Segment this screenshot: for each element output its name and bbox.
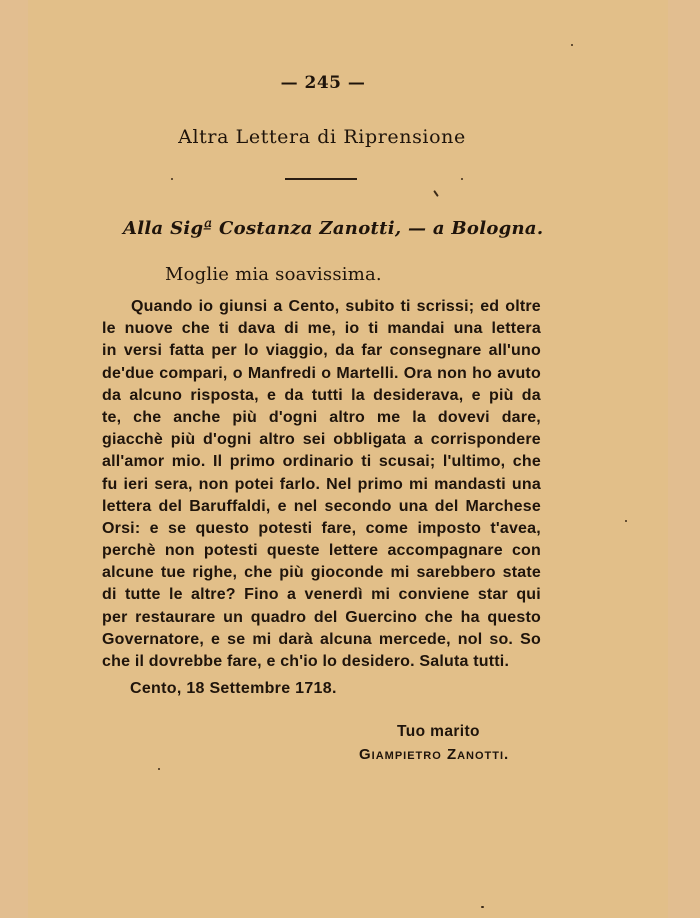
word: all'amor — [102, 453, 165, 471]
body-line — [102, 451, 541, 473]
word: lo — [244, 342, 259, 360]
word: subito — [345, 298, 395, 315]
word: e — [267, 386, 277, 404]
word: le — [168, 586, 183, 604]
word: ti — [368, 320, 379, 338]
print-speck — [625, 520, 627, 522]
word: so. — [489, 630, 514, 648]
word: alcune — [102, 564, 154, 582]
body-line — [102, 318, 541, 340]
word: dovevi — [437, 408, 490, 426]
word: anche — [173, 408, 221, 426]
print-speck — [571, 44, 573, 46]
word: ti — [400, 298, 411, 315]
word: mi — [252, 630, 272, 648]
word: mercede, — [378, 630, 451, 648]
word: accompagnare — [387, 542, 503, 560]
word: alcuna — [320, 630, 372, 648]
body-line — [102, 429, 541, 451]
word: farlo. — [279, 475, 321, 493]
body-line — [102, 296, 541, 318]
body-line — [102, 584, 541, 606]
letter-body — [102, 296, 541, 673]
word: un — [223, 608, 244, 626]
word: star — [477, 586, 508, 604]
word: per — [211, 342, 237, 360]
body-line — [102, 474, 541, 496]
word: Guercino — [345, 608, 418, 626]
word: e — [277, 497, 287, 515]
word: ti — [361, 453, 372, 471]
word: fatta — [169, 342, 205, 360]
print-speck — [461, 178, 463, 180]
word: che — [133, 408, 162, 426]
word: del — [313, 608, 338, 626]
word: venerdì — [304, 586, 363, 604]
word: perchè — [102, 542, 156, 560]
word: state — [502, 564, 541, 582]
word: se — [167, 519, 187, 537]
word: più — [279, 564, 304, 582]
word: te, — [102, 408, 122, 426]
word: da — [284, 386, 304, 404]
word: a — [413, 431, 423, 449]
letter-title: Altra Lettera di Riprensione — [178, 126, 466, 148]
word: dare, — [501, 408, 541, 426]
body-line — [102, 518, 541, 540]
word: tutti — [311, 386, 343, 404]
salutation: Moglie mia soavissima. — [165, 264, 382, 285]
word: all'uno — [488, 342, 541, 360]
word: righe, — [192, 564, 238, 582]
word: ieri — [123, 475, 149, 493]
body-line — [102, 607, 541, 629]
body-line — [102, 562, 541, 584]
word: con — [511, 542, 541, 560]
word: nuove — [124, 320, 173, 338]
word: lettera — [102, 497, 152, 515]
word: Manfredi — [247, 364, 317, 382]
body-line — [102, 540, 541, 562]
word: giunsi — [219, 298, 268, 315]
word: fu — [102, 475, 118, 493]
word: me, — [307, 320, 336, 338]
word: primo — [357, 475, 404, 493]
word: e — [149, 519, 159, 537]
word: Marchese — [465, 497, 541, 515]
word: corrispondere — [430, 431, 541, 449]
addressee-line: Alla Sigª Costanza Zanotti, — a Bologna. — [123, 218, 544, 239]
body-line — [102, 385, 541, 407]
word: una — [453, 320, 483, 338]
word: scrissi; — [416, 298, 475, 315]
word: So — [520, 630, 541, 648]
word: mi — [371, 586, 391, 604]
word: o — [232, 364, 243, 382]
print-speck — [433, 190, 439, 197]
word: mandai — [387, 320, 445, 338]
word: alcuno — [129, 386, 183, 404]
word: imposto — [417, 519, 482, 537]
word: darà — [278, 630, 313, 648]
word: ed — [480, 298, 500, 315]
word: una — [511, 475, 541, 493]
body-line — [102, 363, 541, 385]
word: la — [351, 386, 365, 404]
word: più — [170, 431, 196, 449]
body-line — [102, 496, 541, 518]
word: non — [198, 475, 229, 493]
word: obbligata — [333, 431, 407, 449]
title-divider — [285, 178, 357, 180]
word: mio. — [171, 453, 206, 471]
word: mi — [390, 564, 410, 582]
body-line — [102, 629, 541, 651]
signature: Giampietro Zanotti. — [359, 746, 510, 763]
word: più — [488, 386, 514, 404]
word: che — [512, 453, 541, 471]
word: far — [361, 342, 383, 360]
word: de'due — [102, 364, 155, 382]
word: avuto — [497, 364, 541, 382]
word: d'ogni — [268, 408, 318, 426]
word: che — [181, 320, 210, 338]
word: Orsi: — [102, 519, 141, 537]
word: restaurare — [135, 608, 216, 626]
word: io — [344, 320, 360, 338]
word: io — [198, 298, 214, 315]
word: dava — [237, 320, 276, 338]
word: potei — [234, 475, 274, 493]
word: primo — [229, 453, 276, 471]
word: potesti — [203, 542, 258, 560]
body-line — [102, 407, 541, 429]
word: o — [321, 364, 332, 382]
word: lettere — [328, 542, 379, 560]
word: oltre — [505, 298, 541, 315]
word: da — [335, 342, 355, 360]
word: Fino — [244, 586, 279, 604]
word: e — [211, 630, 221, 648]
word: di — [102, 586, 117, 604]
print-speck — [481, 906, 484, 908]
body-line — [102, 340, 541, 362]
word: secondo — [324, 497, 392, 515]
word: ordinario — [282, 453, 354, 471]
word: sei — [302, 431, 326, 449]
print-speck — [171, 178, 173, 180]
word: risposta, — [190, 386, 259, 404]
word: non — [437, 364, 468, 382]
word: come — [365, 519, 409, 537]
word: che — [424, 608, 453, 626]
page-number: — 245 — — [280, 73, 366, 93]
word: ho — [472, 364, 493, 382]
word: ha — [460, 608, 480, 626]
word: tutte — [124, 586, 161, 604]
word: giacchè — [102, 431, 163, 449]
word: d'ogni — [203, 431, 252, 449]
word: nel — [293, 497, 318, 515]
word: nol — [457, 630, 483, 648]
word: non — [164, 542, 195, 560]
word: Martelli. — [336, 364, 399, 382]
word: in — [102, 342, 117, 360]
word: conviene — [398, 586, 470, 604]
word: e — [471, 386, 481, 404]
word: altre? — [191, 586, 236, 604]
word: a — [273, 298, 283, 315]
print-speck — [158, 768, 160, 770]
word: quadro — [250, 608, 307, 626]
word: Baruffaldi, — [189, 497, 271, 515]
word: ti — [218, 320, 229, 338]
word: lettera — [491, 320, 541, 338]
word: da — [102, 386, 122, 404]
word: Ora — [403, 364, 432, 382]
word: compari, — [159, 364, 228, 382]
word: qui — [516, 586, 541, 604]
word: tue — [160, 564, 186, 582]
word: Nel — [326, 475, 352, 493]
word: altro — [259, 431, 295, 449]
word: per — [102, 608, 128, 626]
word: me — [376, 408, 401, 426]
word: potesti — [258, 519, 313, 537]
word: fare, — [321, 519, 357, 537]
dateline: Cento, 18 Settembre 1718. — [130, 680, 337, 697]
word: del — [434, 497, 459, 515]
word: che — [244, 564, 273, 582]
word: t'avea, — [490, 519, 541, 537]
word: viaggio, — [265, 342, 328, 360]
word: mi — [409, 475, 429, 493]
word: sera, — [154, 475, 193, 493]
word: le — [102, 320, 116, 338]
closing: Tuo marito — [397, 723, 480, 740]
word: scusai; — [378, 453, 436, 471]
word: gioconde — [310, 564, 384, 582]
word: Cento, — [288, 298, 340, 315]
body-line: che il dovrebbe fare, e ch'io lo desidero. Saluta tutti. — [102, 653, 510, 670]
word: mandasti — [434, 475, 506, 493]
word: Quando — [131, 298, 193, 315]
word: da — [521, 386, 541, 404]
word: di — [284, 320, 299, 338]
word: questo — [195, 519, 250, 537]
word: del — [158, 497, 183, 515]
word: sarebbero — [416, 564, 496, 582]
word: la — [412, 408, 427, 426]
word: Governatore, — [102, 630, 204, 648]
page-edge-right — [668, 0, 700, 918]
word: altro — [329, 408, 365, 426]
word: se — [227, 630, 246, 648]
word: Il — [212, 453, 223, 471]
word: desiderava, — [373, 386, 464, 404]
word: consegnare — [389, 342, 482, 360]
word: l'ultimo, — [442, 453, 506, 471]
word: a — [287, 586, 297, 604]
word: più — [232, 408, 257, 426]
word: queste — [266, 542, 320, 560]
word: questo — [487, 608, 541, 626]
word: una — [398, 497, 428, 515]
word: versi — [123, 342, 163, 360]
